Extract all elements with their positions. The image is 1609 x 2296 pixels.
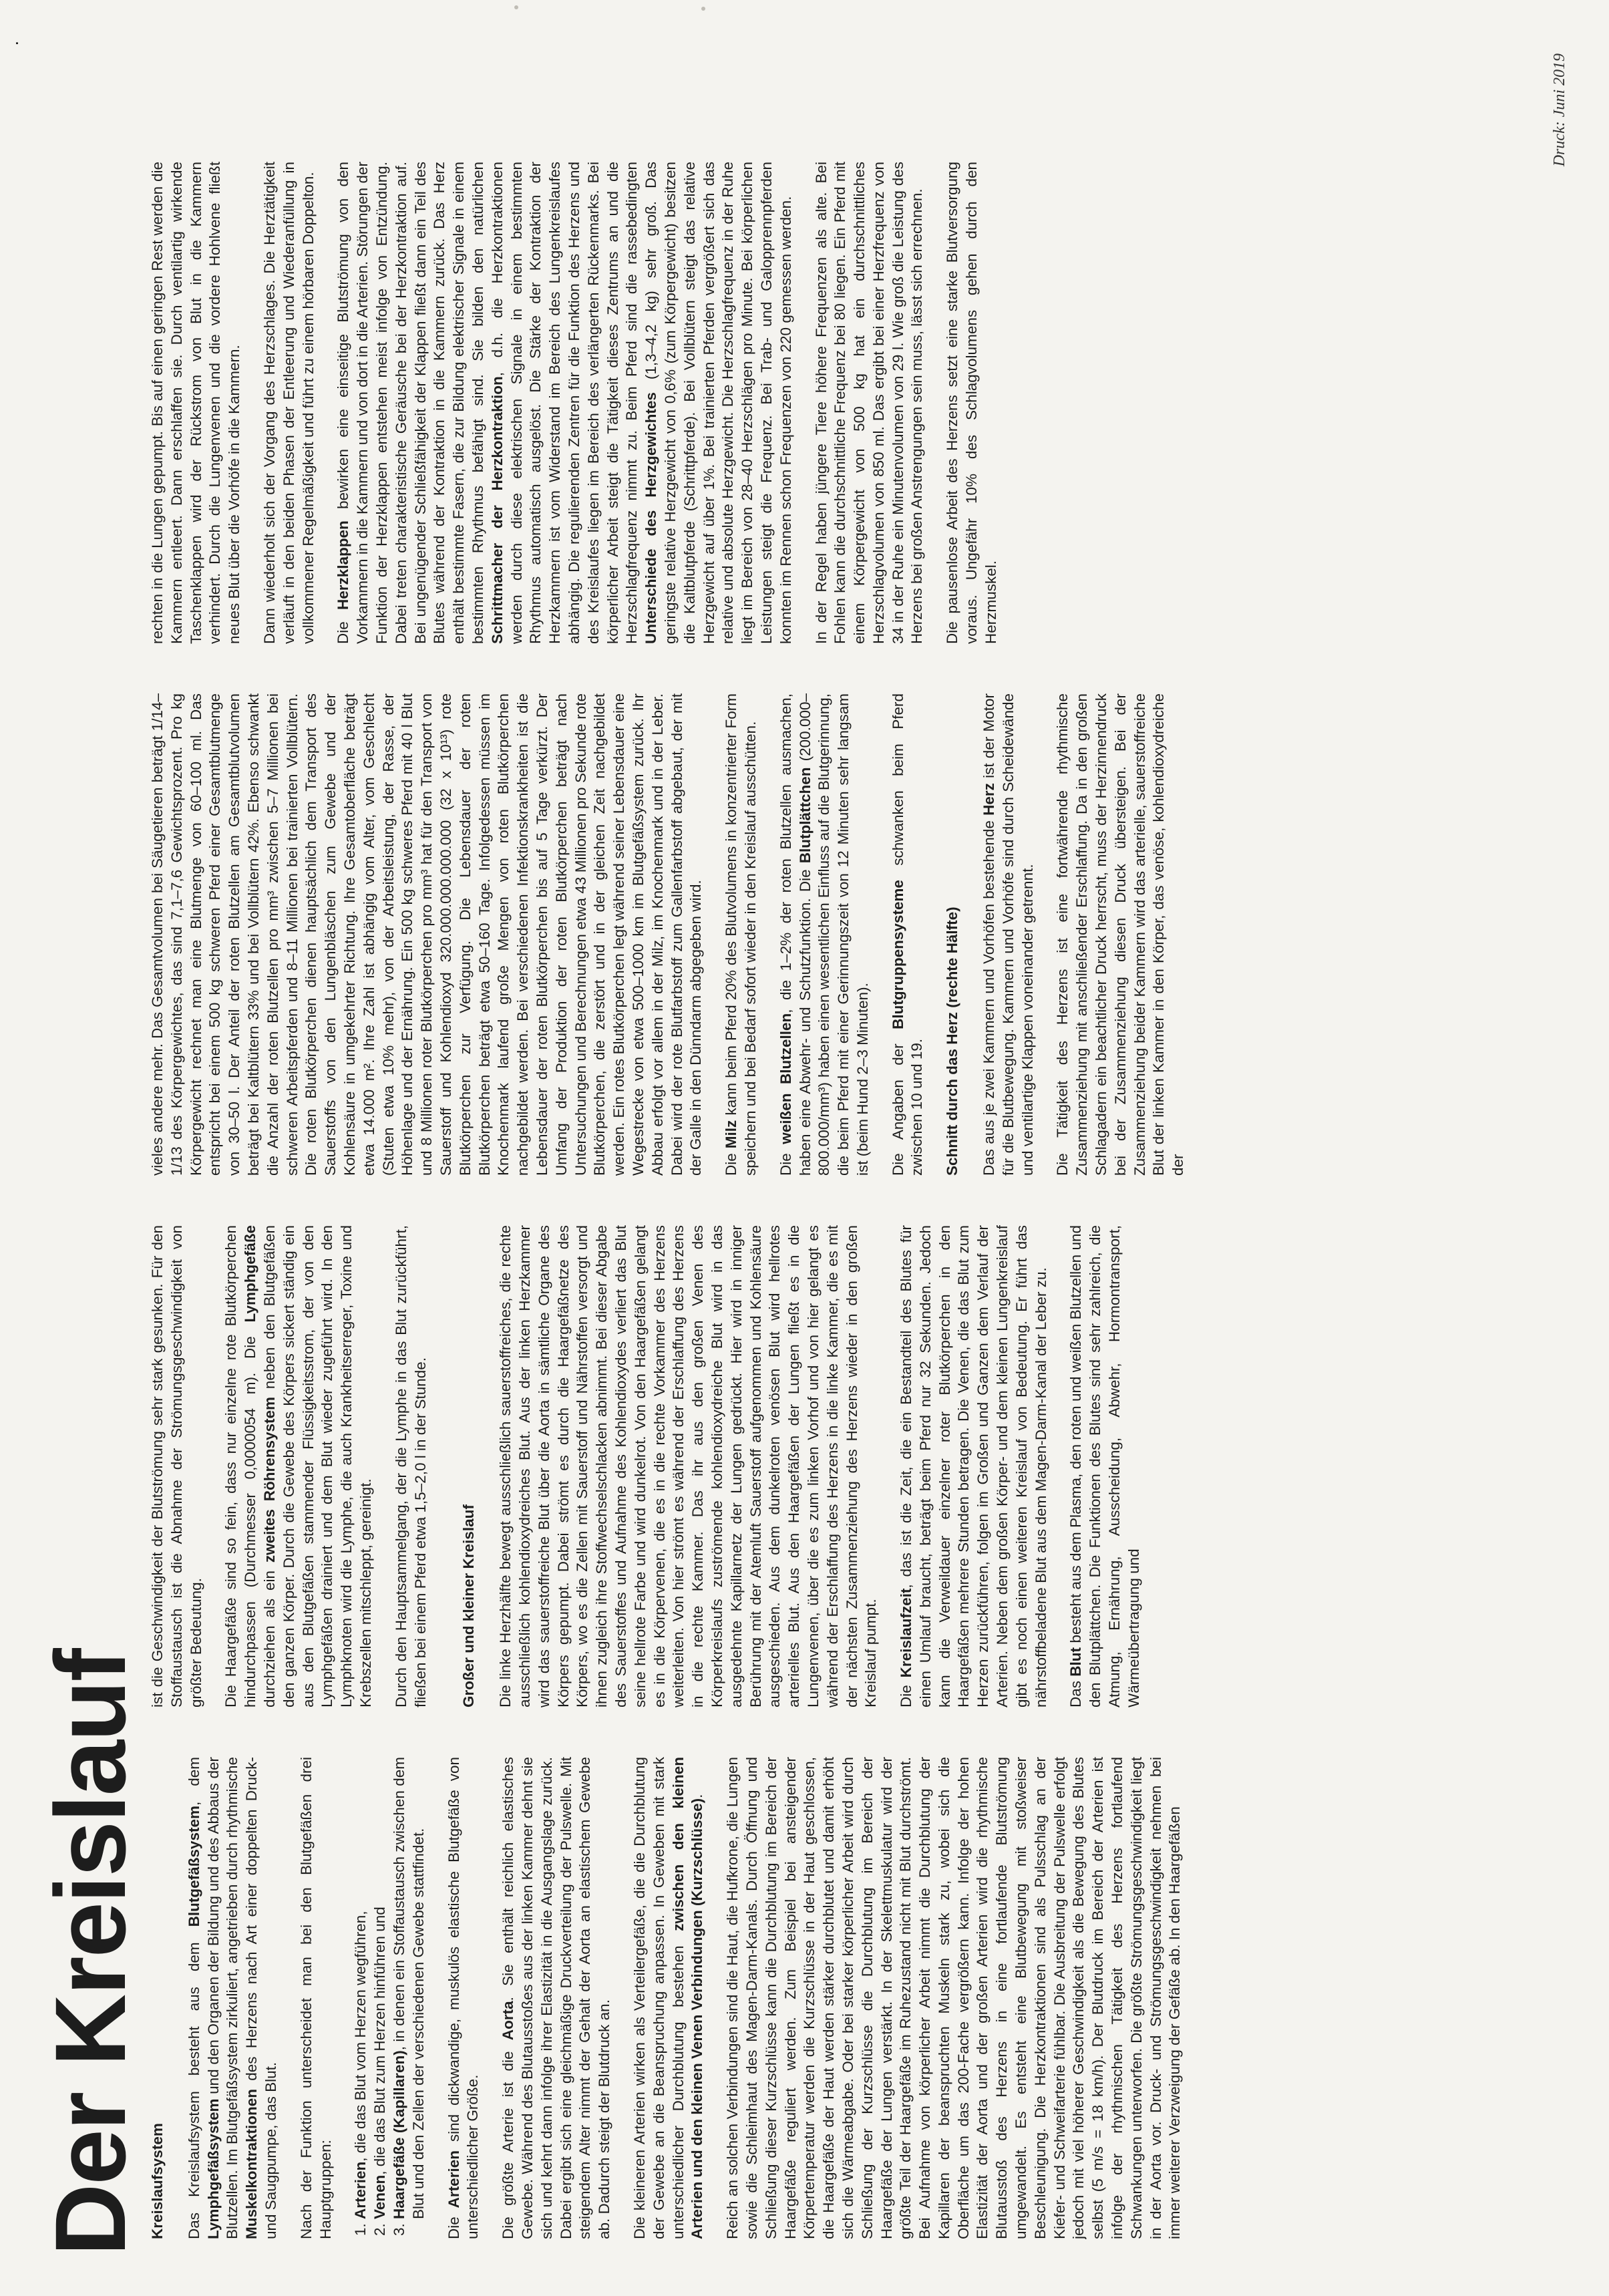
body-paragraph: Die Arterien sind dickwandige, muskulös elastische Blutgefäße von unterschiedlicher Größe. — [445, 1757, 482, 2239]
body-paragraph: Das aus je zwei Kammern und Vorhöfen bestehende Herz ist der Motor für die Blutbewegung. Kammern und Vorhöfe sind durch Scheidewände und ventilartige Klappen voneinander getrennt. — [980, 693, 1036, 1176]
body-paragraph: Die Haargefäße sind so fein, dass nur einzelne rote Blutkörperchen hindurchpassen (Durchmesser 0,0000054 m). Die Lymphgefäße durchziehen als ein zweites Röhrensystem neben den Blutgefäßen den ganzen Körper. Durch die Gewebe des Körpers sickert ständig ein aus den Blutgefäßen stammender Flüssigkeitsstrom, der von den Lymphgefäßen drainiert und dem Blut wieder zugeführt wird. In den Lymphknoten wird die Lymphe, die auch Krankheitserreger, Toxine und Krebszellen mitschleppt, gereinigt. — [222, 1225, 374, 1707]
list-item: 3. Haargefäße (Kapillaren), in denen ein Stoffaustausch zwischen dem Blut und den Zellen der verschiedenen Gewebe stattfindet. — [390, 1757, 429, 2219]
body-paragraph: Die Tätigkeit des Herzens ist eine fortwährende rhythmische Zusammenziehung mit anschließender Erschlaffung. Da in den großen Schlagadern ein beachtlicher Druck herrscht, muss der Herzinnendruck bei der Zusammenziehung diesen Druck übersteigen. Bei der Zusammenziehung beider Kammern wird das arterielle, sauerstoffreiche Blut der linken Kammer in den Körper, das venöse, kohlendioxydreiche der — [1054, 693, 1187, 1176]
scan-dot — [514, 5, 518, 9]
text-column-1 — [148, 1757, 1571, 2239]
body-paragraph: Die Herzklappen bewirken eine einseitige Blutströmung von den Vorkammern in die Kammern und von dort in die Arterien. Störungen der Funktion der Herzklappen entstehen meist infolge von Entzündung. Dabei treten charakteristische Geräusche bei der Herzkontraktion auf. Bei ungenügender Schließfähigkeit der Klappen fließt dann ein Teil des Blutes während der Kontraktion in die Kammern zurück. Das Herz enthält bestimmte Fasern, die zur Bildung elektrischer Signale in einem bestimmten Rhythmus befähigt sind. Sie bilden den natürlichen Schrittmacher der Herzkontraktion, d.h. die Herzkontraktionen werden durch diese elektrischen Signale in einem bestimmten Rhythmus automatisch ausgelöst. Die Stärke der Kontraktion der Herzkammern ist vom Widerstand im Bereich des Lungenkreislaufes abhängig. Die regulierenden Zentren für die Funktion des Herzens und des Kreislaufes liegen im Bereich des verlängerten Rückenmarks. Bei körperlicher Arbeit steigt die Tätigkeit dieses Zentrums an und die Herzschlagfrequenz nimmt zu. Beim Pferd sind die rassebedingten Unterschiede des Herzgewichtes (1,3–4,2 kg) sehr groß. Das geringste relative Herzgewicht von 0,6% (zum Körpergewicht) besitzen die Kaltblutpferde (Schrittpferde). Bei Vollblütern steigt das relative Herzgewicht auf über 1%. Bei trainierten Pferden vergrößert sich das relative und absolute Herzgewicht. Die Herzschlagfrequenz in der Ruhe liegt im Bereich von 28–40 Herzschlägen pro Minute. Bei körperlichen Leistungen steigt die Frequenz. Bei Trab- und Galopprennpferden konnten im Rennen schon Frequenzen von 220 gemessen werden. — [335, 162, 794, 644]
body-paragraph: Durch den Hauptsammelgang, der die Lymphe in das Blut zurückführt, fließen bei einem Pferd etwa 1,5–2,0 l in der Stunde. — [392, 1225, 429, 1707]
vessel-type-list — [351, 1757, 428, 2239]
scan-dot — [701, 7, 705, 11]
body-paragraph: Die linke Herzhälfte bewegt ausschließlich sauerstoffreiches, die rechte ausschließlich kohlendioxydreiches Blut. Aus der linken Herzkammer wird das sauerstoffreiche Blut über die Aorta in sämtliche Organe des Körpers gepumpt. Dabei strömt es durch die Haargefäßnetze des Körpers, wo es die Zellen mit Sauerstoff und Nährstoffen versorgt und ihnen zugleich ihre Stoffwechselschlacken abnimmt. Bei dieser Abgabe des Sauerstoffes und Aufnahme des Kohlendioxydes verliert das Blut seine hellrote Farbe und wird dunkelrot. Von den Haargefäßen gelangt es in die Körpervenen, die es in die rechte Vorkammer des Herzens weiterleiten. Von hier strömt es während der Erschlaffung des Herzens in die rechte Kammer. Das ihr aus den großen Venen des Körperkreislaufs zuströmende kohlendioxydreiche Blut wird in das ausgedehnte Kapillarnetz der Lungen gedrückt. Hier wird in inniger Berührung mit der Atemluft Sauerstoff aufgenommen und Kohlensäure ausgeschieden. Aus dem dunkelroten venösen Blut wird hellrotes arterielles Blut. Aus den Haargefäßen der Lungen fließt es in die Lungenvenen, über die es zum linken Vorhof und von hier gelangt es während der Erschlaffung des Herzens in die linke Kammer, die es mit der nächsten Zusammenziehung des Herzens wieder in den großen Kreislauf pumpt. — [497, 1225, 880, 1707]
body-paragraph: Nach der Funktion unterscheidet man bei den Blutgefäßen drei Hauptgruppen: — [297, 1757, 334, 2239]
body-paragraph: Das Blut besteht aus dem Plasma, den roten und weißen Blutzellen und den Blutplättchen. Die Funktionen des Blutes sind sehr zahlreich, die Atmung, Ernährung, Ausscheidung, Abwehr, Hormontransport, Wärmeübertragung und — [1067, 1225, 1142, 1707]
body-paragraph: Die größte Arterie ist die Aorta. Sie enthält reichlich elastisches Gewebe. Während des Blutausstoßes aus der linken Kammer dehnt sie sich und kehrt dann infolge ihrer Elastizität in die Ausgangslage zurück. Dabei ergibt sich eine gleichmäßige Druckverteilung der Pulswelle. Mit steigendem Alter nimmt der Gehalt der Aorta an elastischem Gewebe ab. Dadurch steigt der Blutdruck an. — [500, 1757, 613, 2239]
print-date-footer: Druck: Juni 2019 — [1551, 53, 1568, 167]
body-paragraph: Die pausenlose Arbeit des Herzens setzt eine starke Blutversorgung voraus. Ungefähr 10% des Schlagvolumens gehen durch den Herzmuskel. — [944, 162, 999, 644]
corner-mark: · — [5, 40, 26, 47]
body-paragraph: Die weißen Blutzellen, die 1–2% der roten Blutzellen ausmachen, haben eine Abwehr- und Schutzfunktion. Die Blutplättchen (200.000–800.000/mm³) haben einen wesentlichen Einfluss auf die Blutgerinnung, die beim Pferd mit einer Gerinnungszeit von 12 Minuten sehr langsam ist (beim Hund 2–3 Minuten). — [777, 693, 871, 1176]
section-heading: Kreislaufsystem — [149, 2123, 166, 2239]
body-paragraph: ist die Geschwindigkeit der Blutströmung sehr stark gesunken. Für den Stoffaustausch ist die Abnahme der Strömungsgeschwindigkeit von größter Bedeutung. — [149, 1225, 204, 1707]
body-paragraph: Das Kreislaufsystem besteht aus dem Blutgefäßsystem, dem Lymphgefäßsystem und den Organen der Bildung und des Abbaus der Blutzellen. Im Blutgefäßsystem zirkuliert, angetrieben durch rhythmische Muskelkontraktionen des Herzens nach Art einer doppelten Druck- und Saugpumpe, das Blut. — [185, 1757, 279, 2239]
body-paragraph: Die kleineren Arterien wirken als Verteilergefäße, die die Durchblutung der Gewebe an die Beanspruchung anpassen. In Geweben mit stark unterschiedlicher Durchblutung bestehen zwischen den kleinen Arterien und den kleinen Venen Verbindungen (Kurzschlüsse). — [631, 1757, 706, 2239]
body-paragraph: vieles andere mehr. Das Gesamtvolumen bei Säugetieren beträgt 1/14–1/13 des Körpergewichtes, das sind 7,1–7,6 Gewichtsprozent. Pro kg Körpergewicht rechnet man eine Blutmenge von 60–100 ml. Das entspricht bei einem 500 kg schweren Pferd einer Gesamtblutmenge von 30–50 l. Der Anteil der roten Blutzellen am Gesamtblutvolumen beträgt bei Kaltblütern 33% und bei Vollblütern 42%. Ebenso schwankt die Anzahl der roten Blutzellen pro mm³ zwischen 5–7 Millionen bei schweren Arbeitspferden und 8–11 Millionen bei trainierten Vollblütern. Die roten Blutkörperchen dienen hauptsächlich dem Transport des Sauerstoffs von den Lungenbläschen zum Gewebe und der Kohlensäure in umgekehrter Richtung. Ihre Gesamtoberfläche beträgt etwa 14.000 m². Ihre Zahl ist abhängig vom Alter, vom Geschlecht (Stuten etwa 10% mehr), von der Arbeitsleistung, der Rasse, der Höhenlage und der Ernährung. Ein 500 kg schweres Pferd mit 40 l Blut und 8 Millionen roter Blutkörperchen pro mm³ hat für den Transport von Sauerstoff und Kohlendioxyd 320.000.000.000.000 (32 x 10¹³) rote Blutkörperchen zur Verfügung. Die Lebensdauer der roten Blutkörperchen beträgt etwa 50–160 Tage. Infolgedessen müssen im Knochenmark laufend große Mengen von roten Blutkörperchen nachgebildet werden. Bei verschiedenen Infektionskrankheiten ist die Lebensdauer der roten Blutkörperchen bis auf 5 Tage verkürzt. Der Umfang der Produktion der roten Blutkörperchen beträgt nach Untersuchungen und Berechnungen etwa 43 Millionen pro Sekunde rote Blutkörperchen, die zerstört und in der gleichen Zeit nachgebildet werden. Ein rotes Blutkörperchen legt während seiner Lebensdauer eine Wegestrecke von etwa 500–1000 km im Blutgefäßsystem zurück. Ihr Abbau erfolgt vor allem in der Milz, im Knochenmark und in der Leber. Dabei wird der rote Blutfarbstoff zum Gallenfarbstoff abgebaut, der mit der Galle in den Dünndarm abgegeben wird. — [149, 693, 705, 1176]
section-heading: Großer und kleiner Kreislauf — [460, 1504, 478, 1707]
text-column-3 — [148, 693, 1571, 1176]
list-item: 1. Arterien, die das Blut vom Herzen wegführen, — [351, 1757, 371, 2219]
body-paragraph: rechten in die Lungen gepumpt. Bis auf einen geringen Rest werden die Kammern entleert. Dann erschlaffen sie. Durch ventilartig wirkende Taschenklappen wird der Rückstrom von Blut in die Kammern verhindert. Durch die Lungenvenen und die vordere Hohlvene fließt neues Blut über die Vorhöfe in die Kammern. — [149, 162, 243, 644]
text-column-2 — [148, 1225, 1571, 1707]
body-paragraph: Die Milz kann beim Pferd 20% des Blutvolumens in konzentrierter Form speichern und bei Bedarf sofort wieder in den Kreislauf ausschütten. — [723, 693, 759, 1176]
body-paragraph: Die Kreislaufzeit, das ist die Zeit, die ein Bestandteil des Blutes für einen Umlauf braucht, beträgt beim Pferd nur 32 Sekunden. Jedoch kann die Verweildauer einzelner roter Blutkörperchen in den Haargefäßen mehrere Stunden betragen. Die Venen, die das Blut zum Herzen zurückführen, folgen im Großen und Ganzen dem Verlauf der Arterien. Neben dem großen Körper- und dem kleinen Lungenkreislauf gibt es noch einen weiteren Kreislauf von Bedeutung. Er führt das nährstoffbeladene Blut aus dem Magen-Darm-Kanal der Leber zu. — [898, 1225, 1049, 1707]
list-item: 2. Venen, die das Blut zum Herzen hinführen und — [371, 1757, 390, 2219]
page-title: Der Kreislauf — [34, 1649, 146, 2256]
body-paragraph: Die Angaben der Blutgruppensysteme schwanken beim Pferd zwischen 10 und 19. — [889, 693, 926, 1176]
text-column-4 — [148, 162, 1571, 644]
body-paragraph: Reich an solchen Verbindungen sind die Haut, die Hufkrone, die Lungen sowie die Schleimhaut des Magen-Darm-Kanals. Durch Öffnung und Schließung dieser Kurzschlüsse kann die Durchblutung im Bereich der Haargefäße reguliert werden. Zum Beispiel bei ansteigender Körpertemperatur werden die Kurzschlüsse in der Haut geschlossen, die Haargefäße der Haut werden stärker durchblutet und damit erhöht sich die Wärmeabgabe. Oder bei starker körperlicher Arbeit wird durch Schließung der Kurzschlüsse die Durchblutung im Bereich der Haargefäße der Lungen verstärkt. In der Skelettmuskulatur wird der größte Teil der Haargefäße im Ruhezustand nicht mit Blut durchströmt. Bei Aufnahme von körperlicher Arbeit nimmt die Durchblutung der Kapillaren der beanspruchten Muskeln stark zu, wobei sich die Oberfläche um das 200-Fache vergrößern kann. Infolge der hohen Elastizität der Aorta und der großen Arterien wird die rhythmische Blutausstoß des Herzens in eine fortlaufende Blutströmung umgewandelt. Es entsteht eine Blutbewegung mit stoßweiser Beschleunigung. Die Herzkontraktionen sind als Pulsschlag an der Kiefer- und Schweifarterie fühlbar. Die Ausbreitung der Pulswelle erfolgt jedoch mit viel höherer Geschwindigkeit als die Bewegung des Blutes selbst (5 m/s = 18 km/h). Der Blutdruck im Bereich der Arterien ist infolge der rhythmischen Tätigkeit des Herzens fortlaufend Schwankungen unterworfen. Die größte Strömungsgeschwindigkeit liegt in der Aorta vor. Druck- und Strömungsgeschwindigkeit nehmen bei immer weiterer Verzweigung der Gefäße ab. In den Haargefäßen — [724, 1757, 1184, 2239]
body-paragraph: Dann wiederholt sich der Vorgang des Herzschlages. Die Herztätigkeit verläuft in den beiden Phasen der Entleerung und Wiederanfüllung in vollkommener Regelmäßigkeit und führt zu einem hörbaren Doppelton. — [260, 162, 317, 644]
body-paragraph: In der Regel haben jüngere Tiere höhere Frequenzen als alte. Bei Fohlen kann die durchschnittliche Frequenz bei 80 liegen. Ein Pferd mit einem Körpergewicht von 500 kg hat ein durchschnittliches Herzschlagvolumen von 850 ml. Das ergibt bei einer Herzfrequenz von 34 in der Ruhe ein Minutenvolumen von 29 l. Wie groß die Leistung des Herzens bei großen Anstrengungen sein muss, lässt sich errechnen. — [812, 162, 926, 644]
section-heading: Schnitt durch das Herz (rechte Hälfte) — [944, 907, 961, 1176]
